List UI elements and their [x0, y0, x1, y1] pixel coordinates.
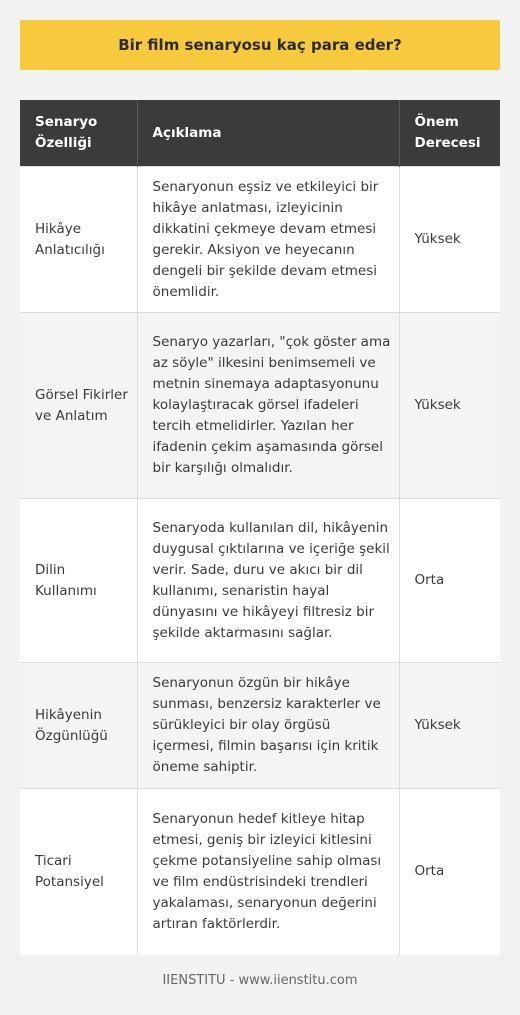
description-cell: Senaryonun hedef kitleye hitap etmesi, geniş bir izleyici kitlesini çekme potansiyeline sahip olması ve film endüstrisindeki trendleri yakalaması, senaryonun değerini artıran faktörlerdir.	[137, 789, 399, 955]
table-row	[20, 663, 500, 789]
feature-cell: Dilin Kullanımı	[20, 499, 137, 663]
importance-cell: Yüksek	[399, 313, 500, 499]
features-table	[20, 100, 500, 955]
importance-cell: Yüksek	[399, 663, 500, 789]
footer-credit: IIENSTITU - www.iienstitu.com	[162, 973, 358, 988]
importance-cell: Yüksek	[399, 167, 500, 313]
header-importance: Önem Derecesi	[399, 100, 500, 167]
importance-cell: Orta	[399, 789, 500, 955]
description-cell: Senaryoda kullanılan dil, hikâyenin duygusal çıktılarına ve içeriğe şekil verir. Sade, duru ve akıcı bir dil kullanımı, senaristin hayal dünyasını ve hikâyeyi filtresiz bir şekilde aktarmasını sağlar.	[137, 499, 399, 663]
description-cell: Senaryo yazarları, "çok göster ama az söyle" ilkesini benimsemeli ve metnin sinemaya adaptasyonunu kolaylaştıracak görsel ifadeleri tercih etmelidirler. Yazılan her ifadenin çekim aşamasında görsel bir karşılığı olmalıdır.	[137, 313, 399, 499]
feature-cell: Hikâyenin Özgünlüğü	[20, 663, 137, 789]
header-feature: Senaryo Özelliği	[20, 100, 137, 167]
table-row	[20, 789, 500, 955]
table-row	[20, 167, 500, 313]
description-cell: Senaryonun eşsiz ve etkileyici bir hikâye anlatması, izleyicinin dikkatini çekmeye devam etmesi gerekir. Aksiyon ve heyecanın dengeli bir şekilde devam etmesi önemlidir.	[137, 167, 399, 313]
table-header-row	[20, 100, 500, 167]
table-row	[20, 499, 500, 663]
feature-cell: Ticari Potansiyel	[20, 789, 137, 955]
importance-cell: Orta	[399, 499, 500, 663]
feature-cell: Görsel Fikirler ve Anlatım	[20, 313, 137, 499]
feature-cell: Hikâye Anlatıcılığı	[20, 167, 137, 313]
table-row	[20, 313, 500, 499]
page-title: Bir film senaryosu kaç para eder?	[20, 20, 500, 70]
header-description: Açıklama	[137, 100, 399, 167]
description-cell: Senaryonun özgün bir hikâye sunması, benzersiz karakterler ve sürükleyici bir olay örgüsü içermesi, filmin başarısı için kritik öneme sahiptir.	[137, 663, 399, 789]
